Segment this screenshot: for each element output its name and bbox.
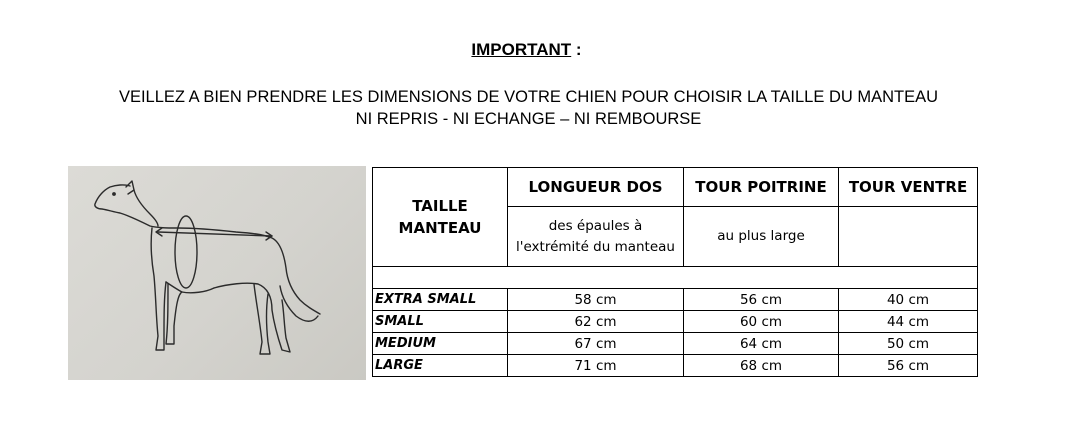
spacer-cell (373, 267, 508, 289)
table-row (373, 311, 978, 333)
size-header-label: TAILLE MANTEAU (398, 197, 482, 237)
size-label: EXTRA SMALL (373, 289, 508, 311)
belly-value: 50 cm (839, 333, 978, 355)
back-length-value: 62 cm (508, 311, 684, 333)
spacer-row (373, 267, 978, 289)
chest-value: 60 cm (684, 311, 839, 333)
column-header-chest: TOUR POITRINE (684, 168, 839, 207)
chest-value: 68 cm (684, 355, 839, 377)
chest-value: 64 cm (684, 333, 839, 355)
notice-line-1: VEILLEZ A BIEN PRENDRE LES DIMENSIONS DE VOTRE CHIEN POUR CHOISIR LA TAILLE DU MANTEAU (118, 88, 939, 106)
table-row (373, 333, 978, 355)
belly-value: 56 cm (839, 355, 978, 377)
spacer-cell (508, 267, 684, 289)
dog-measurement-photo (68, 166, 366, 380)
belly-value: 44 cm (839, 311, 978, 333)
important-suffix: : (571, 40, 582, 59)
important-word: IMPORTANT (471, 40, 572, 59)
size-label: MEDIUM (373, 333, 508, 355)
table-row (373, 355, 978, 377)
back-length-value: 71 cm (508, 355, 684, 377)
spacer-cell (684, 267, 839, 289)
chest-value: 56 cm (684, 289, 839, 311)
belly-value: 40 cm (839, 289, 978, 311)
important-heading (0, 40, 1053, 60)
back-length-value: 67 cm (508, 333, 684, 355)
column-header-belly: TOUR VENTRE (839, 168, 978, 207)
column-note-chest: au plus large (684, 207, 839, 267)
column-note-belly (839, 207, 978, 267)
size-header-cell (373, 168, 508, 267)
table-row (373, 289, 978, 311)
column-note-back-length: des épaules à l'extrémité du manteau (508, 207, 684, 267)
back-length-value: 58 cm (508, 289, 684, 311)
size-label: LARGE (373, 355, 508, 377)
greyhound-measurement-drawing-icon (68, 166, 366, 380)
size-label: SMALL (373, 311, 508, 333)
size-chart-table (372, 167, 978, 377)
column-header-back-length: LONGUEUR DOS (508, 168, 684, 207)
notice-line-2: NI REPRIS - NI ECHANGE – NI REMBOURSE (355, 110, 702, 128)
spacer-cell (839, 267, 978, 289)
